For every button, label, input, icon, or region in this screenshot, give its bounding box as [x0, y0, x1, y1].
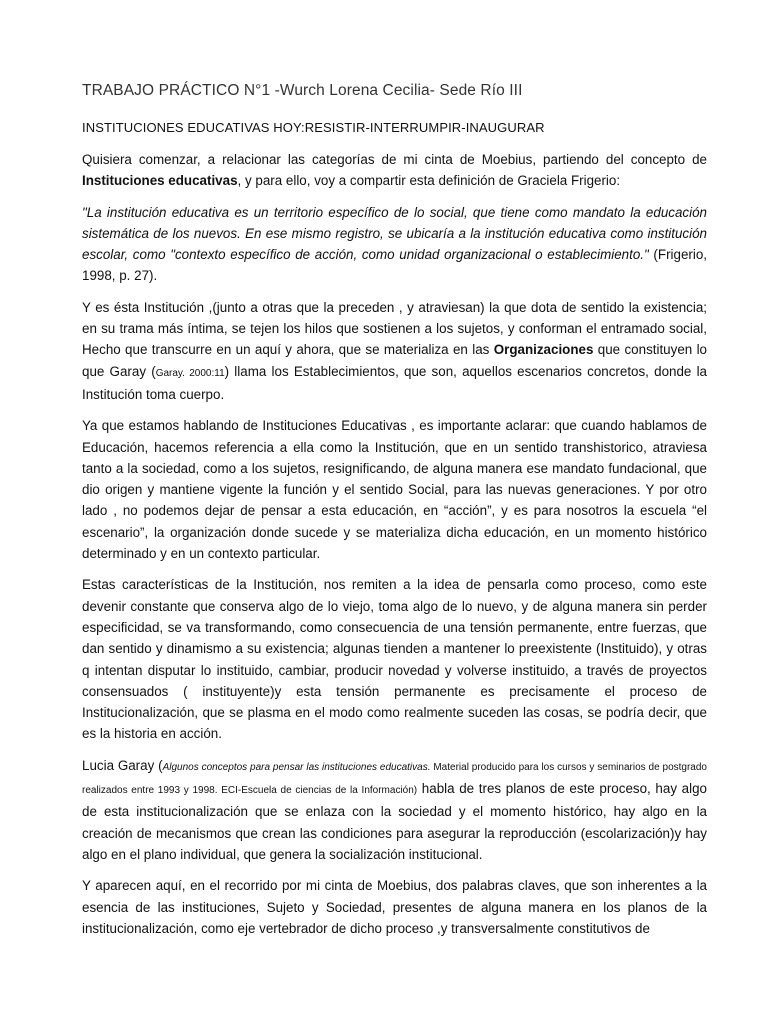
garay-source-note: Material producido para los cursos y seminarios de postgrado realizados entre 1993 y 1998. ECI-Escuela de ciencias de la Información): [82, 761, 707, 797]
inst-text-d: ) llama los Establecimientos, que son, aquellos escenarios concretos, donde la Institución toma cuerpo.: [82, 363, 707, 402]
garay-text: habla de tres planos de este proceso, hay algo de esta institucionalización que se enlaza con la sociedad y el momento histórico, hay algo en la creación de mecanismos que crean las condiciones para asegurar la reproducción (escolarización)y hay algo en el plano individual, que genera la socialización institucional.: [82, 781, 707, 862]
paragraph-garay: [82, 755, 707, 865]
intro-text-c: , y para ello, voy a compartir esta definición de Graciela Frigerio:: [237, 173, 621, 189]
garay-source-title: Algunos conceptos para pensar las instituciones educativas.: [162, 761, 431, 773]
paragraph-caracteristicas: Estas características de la Institución, nos remiten a la idea de pensarla como proceso, como este devenir constante que conserva algo de lo viejo, toma algo de lo nuevo, y de alguna manera sin perder especificidad, se va transformando, como consecuencia de una tensión permanente, entre fuerzas, que dan sentido y dinamismo a su existencia; algunas tienden a mantener lo preexistente (Instituido), y otras q intentan disputar lo instituido, cambiar, producir novedad y volverse instituido, a través de proyectos consensuados ( instituyente)y esta tensión permanente es precisamente el proceso de Institucionalización, que se plasma en el modo como realmente suceden las cosas, se podría decir, que es la historia en acción.: [82, 577, 707, 742]
paragraph-institucion: [82, 297, 707, 405]
document-title: TRABAJO PRÁCTICO N°1 -Wurch Lorena Cecilia- Sede Río III: [82, 82, 523, 99]
garay-citation: Garay. 2000:11: [155, 367, 225, 379]
section-heading: INSTITUCIONES EDUCATIVAS HOY:RESISTIR-INTERRUMPIR-INAUGURAR: [82, 120, 545, 135]
frigerio-quote: "La institución educativa es un territorio específico de lo social, que tiene como mandato la educación sistemática de los nuevos. En ese mismo registro, se ubicaría a la institución educativa como institución escolar, como "contexto específico de acción, como unidad organizacional o establecimiento.": [82, 204, 707, 263]
paragraph-educacion: Ya que estamos hablando de Instituciones Educativas , es importante aclarar: que cuando hablamos de Educación, hacemos referencia a ella como la Institución, que en un sentido transhistorico, atraviesa tanto a la sociedad, como a los sujetos, resignificando, de alguna manera ese mandato fundacional, que dio origen y mantiene vigente la función y el sentido Social, para las nuevas generaciones. Y por otro lado , no podemos dejar de pensar a esta educación, en “acción”, y es para nosotros la escuela “el escenario”, la organización donde sucede y se materializa dicha educación, en un momento histórico determinado y en un contexto particular.: [82, 418, 707, 562]
inst-text-a: Y es ésta Institución ,(junto a otras que la preceden , y atraviesan) la que dota de sentido la existencia; en su trama más íntima, se tejen los hilos que sostienen a los sujetos, y conforman el entramado social, Hecho que transcurre en un aquí y ahora, que se materializa en las: [82, 299, 707, 358]
paragraph-intro: [82, 149, 707, 192]
organizaciones-bold: Organizaciones: [493, 342, 594, 358]
paragraph-quote: [82, 202, 707, 287]
quote-citation: (Frigerio, 1998, p. 27).: [82, 247, 707, 284]
garay-name: Lucia Garay (: [82, 757, 163, 773]
intro-text-a: Quisiera comenzar, a relacionar las categorías de mi cinta de Moebius, partiendo del concepto de: [82, 152, 707, 167]
inst-text-c: que constituyen lo que Garay (: [82, 342, 707, 379]
paragraph-sujeto-sociedad: Y aparecen aquí, en el recorrido por mi cinta de Moebius, dos palabras claves, que son inherentes a la esencia de las instituciones, Sujeto y Sociedad, presentes de alguna manera en los planos de la institucionalización, como eje vertebrador de dicho proceso ,y transversalmente constitutivos de: [82, 878, 707, 936]
intro-bold-term: Instituciones educativas: [82, 173, 238, 189]
